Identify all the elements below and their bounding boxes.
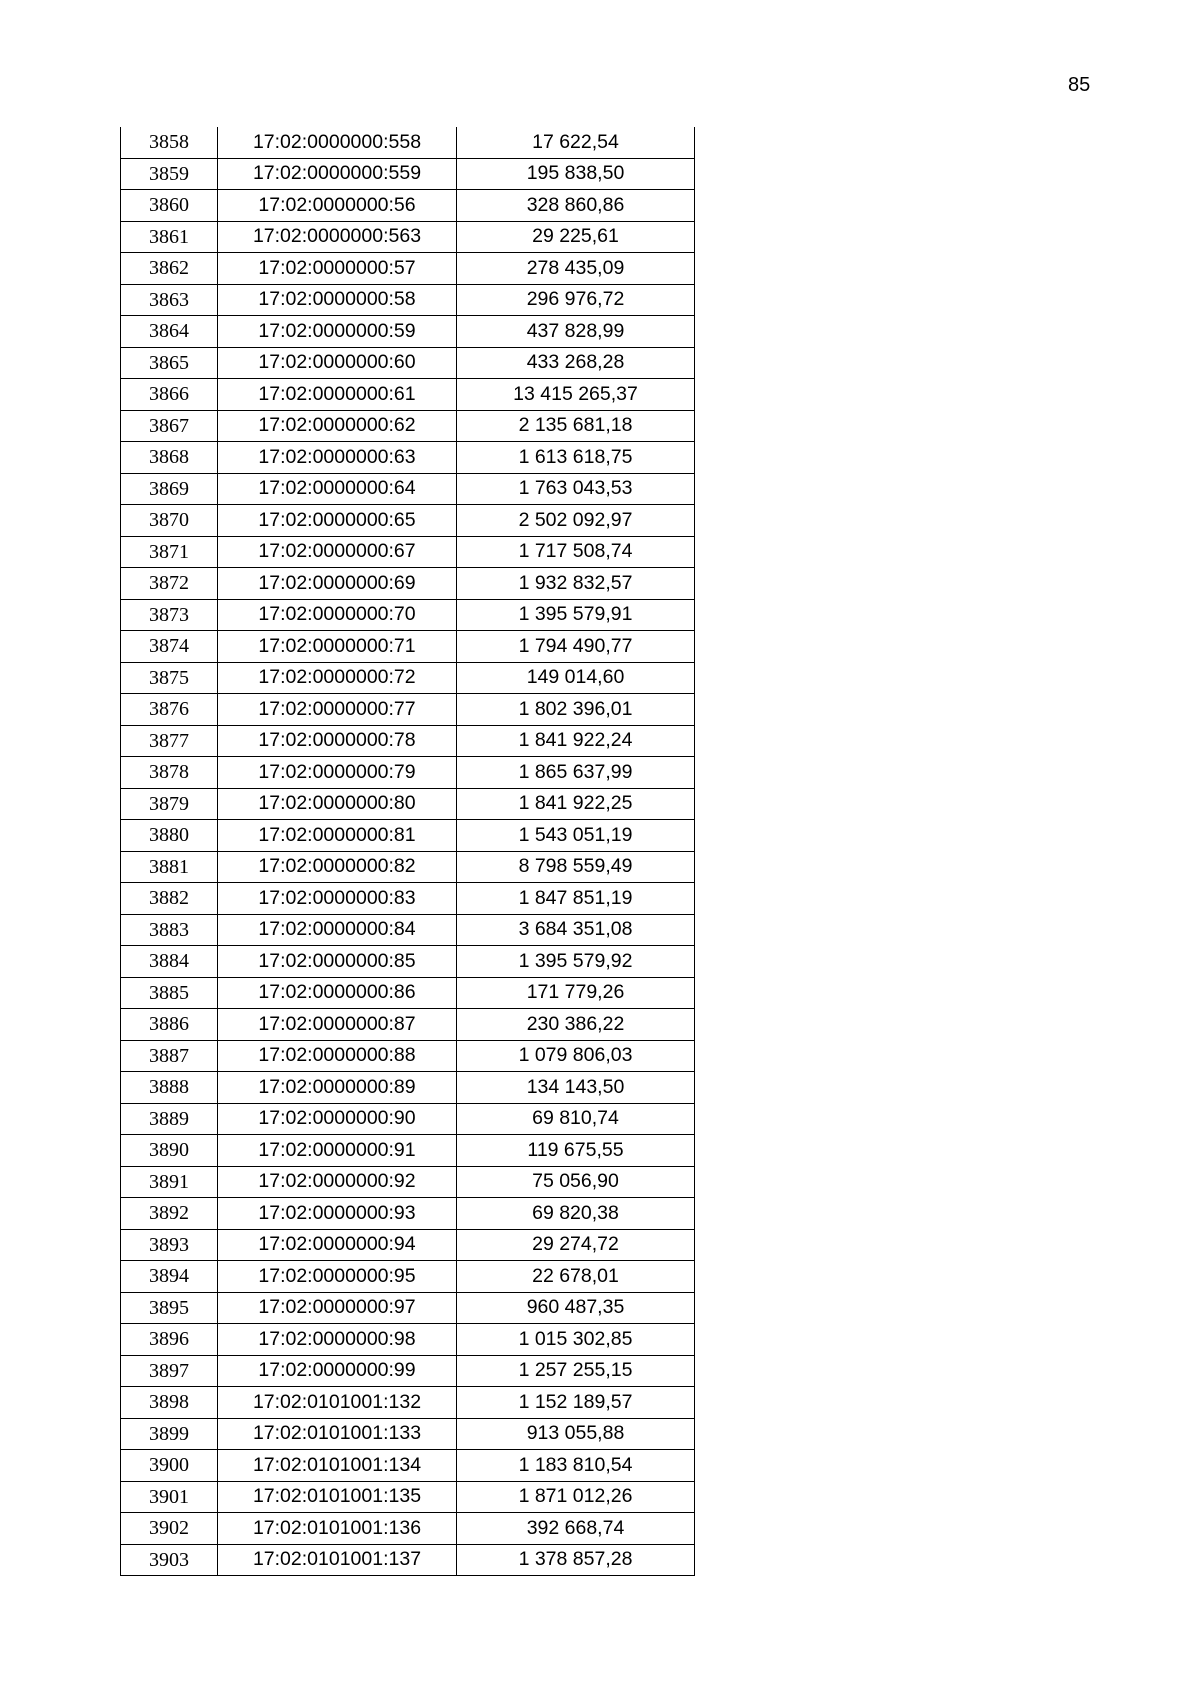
row-number-cell: 3864 (121, 316, 218, 348)
row-number-cell: 3860 (121, 190, 218, 222)
row-number-cell: 3872 (121, 568, 218, 600)
table-row (121, 379, 695, 411)
cadastral-number-cell: 17:02:0000000:60 (218, 347, 457, 379)
value-cell: 195 838,50 (457, 158, 695, 190)
page-number: 85 (1068, 74, 1091, 96)
cadastral-number-cell: 17:02:0101001:137 (218, 1544, 457, 1576)
cadastral-number-cell: 17:02:0000000:92 (218, 1166, 457, 1198)
row-number-cell: 3859 (121, 158, 218, 190)
table-row (121, 1040, 695, 1072)
table-row (121, 221, 695, 253)
row-number-cell: 3877 (121, 725, 218, 757)
table-row (121, 536, 695, 568)
value-cell: 913 055,88 (457, 1418, 695, 1450)
cadastral-number-cell: 17:02:0101001:134 (218, 1450, 457, 1482)
table-row (121, 1072, 695, 1104)
cadastral-number-cell: 17:02:0101001:136 (218, 1513, 457, 1545)
row-number-cell: 3861 (121, 221, 218, 253)
cadastral-number-cell: 17:02:0000000:563 (218, 221, 457, 253)
row-number-cell: 3888 (121, 1072, 218, 1104)
cadastral-number-cell: 17:02:0000000:57 (218, 253, 457, 285)
cadastral-number-cell: 17:02:0101001:133 (218, 1418, 457, 1450)
table-row (121, 757, 695, 789)
table-row (121, 883, 695, 915)
row-number-cell: 3885 (121, 977, 218, 1009)
cadastral-number-cell: 17:02:0000000:83 (218, 883, 457, 915)
row-number-cell: 3901 (121, 1481, 218, 1513)
cadastral-number-cell: 17:02:0000000:82 (218, 851, 457, 883)
row-number-cell: 3903 (121, 1544, 218, 1576)
row-number-cell: 3869 (121, 473, 218, 505)
table-row (121, 631, 695, 663)
value-cell: 296 976,72 (457, 284, 695, 316)
value-cell: 1 841 922,25 (457, 788, 695, 820)
table-row (121, 977, 695, 1009)
row-number-cell: 3890 (121, 1135, 218, 1167)
cadastral-number-cell: 17:02:0000000:58 (218, 284, 457, 316)
table-row (121, 127, 695, 158)
value-cell: 1 183 810,54 (457, 1450, 695, 1482)
row-number-cell: 3865 (121, 347, 218, 379)
value-cell: 1 717 508,74 (457, 536, 695, 568)
value-cell: 1 152 189,57 (457, 1387, 695, 1419)
cadastral-number-cell: 17:02:0000000:80 (218, 788, 457, 820)
cadastral-number-cell: 17:02:0000000:62 (218, 410, 457, 442)
value-cell: 13 415 265,37 (457, 379, 695, 411)
row-number-cell: 3891 (121, 1166, 218, 1198)
row-number-cell: 3893 (121, 1229, 218, 1261)
row-number-cell: 3868 (121, 442, 218, 474)
value-cell: 433 268,28 (457, 347, 695, 379)
value-cell: 1 395 579,91 (457, 599, 695, 631)
cadastral-number-cell: 17:02:0000000:559 (218, 158, 457, 190)
table-row (121, 505, 695, 537)
value-cell: 149 014,60 (457, 662, 695, 694)
value-cell: 1 543 051,19 (457, 820, 695, 852)
row-number-cell: 3883 (121, 914, 218, 946)
table-row (121, 410, 695, 442)
value-cell: 75 056,90 (457, 1166, 695, 1198)
value-cell: 69 810,74 (457, 1103, 695, 1135)
row-number-cell: 3873 (121, 599, 218, 631)
row-number-cell: 3866 (121, 379, 218, 411)
row-number-cell: 3899 (121, 1418, 218, 1450)
cadastral-number-cell: 17:02:0101001:135 (218, 1481, 457, 1513)
value-cell: 2 502 092,97 (457, 505, 695, 537)
cadastral-number-cell: 17:02:0000000:70 (218, 599, 457, 631)
table-row (121, 316, 695, 348)
value-cell: 1 395 579,92 (457, 946, 695, 978)
table-row (121, 284, 695, 316)
value-cell: 134 143,50 (457, 1072, 695, 1104)
value-cell: 1 378 857,28 (457, 1544, 695, 1576)
cadastral-number-cell: 17:02:0000000:64 (218, 473, 457, 505)
row-number-cell: 3900 (121, 1450, 218, 1482)
value-cell: 69 820,38 (457, 1198, 695, 1230)
value-cell: 1 015 302,85 (457, 1324, 695, 1356)
table-row (121, 946, 695, 978)
value-cell: 29 225,61 (457, 221, 695, 253)
table-row (121, 1450, 695, 1482)
value-cell: 328 860,86 (457, 190, 695, 222)
cadastral-number-cell: 17:02:0000000:91 (218, 1135, 457, 1167)
cadastral-number-cell: 17:02:0000000:90 (218, 1103, 457, 1135)
row-number-cell: 3870 (121, 505, 218, 537)
table-row (121, 1513, 695, 1545)
cadastral-number-cell: 17:02:0000000:56 (218, 190, 457, 222)
row-number-cell: 3867 (121, 410, 218, 442)
cadastral-number-cell: 17:02:0000000:79 (218, 757, 457, 789)
row-number-cell: 3894 (121, 1261, 218, 1293)
table-row (121, 820, 695, 852)
cadastral-number-cell: 17:02:0000000:98 (218, 1324, 457, 1356)
table-row (121, 442, 695, 474)
table-row (121, 1103, 695, 1135)
table-row (121, 914, 695, 946)
value-cell: 119 675,55 (457, 1135, 695, 1167)
row-number-cell: 3886 (121, 1009, 218, 1041)
row-number-cell: 3876 (121, 694, 218, 726)
table-row (121, 568, 695, 600)
row-number-cell: 3871 (121, 536, 218, 568)
cadastral-number-cell: 17:02:0101001:132 (218, 1387, 457, 1419)
value-cell: 1 257 255,15 (457, 1355, 695, 1387)
value-cell: 1 613 618,75 (457, 442, 695, 474)
table-row (121, 473, 695, 505)
cadastral-number-cell: 17:02:0000000:59 (218, 316, 457, 348)
cadastral-number-cell: 17:02:0000000:71 (218, 631, 457, 663)
value-cell: 1 865 637,99 (457, 757, 695, 789)
row-number-cell: 3875 (121, 662, 218, 694)
row-number-cell: 3878 (121, 757, 218, 789)
cadastral-number-cell: 17:02:0000000:69 (218, 568, 457, 600)
cadastral-number-cell: 17:02:0000000:85 (218, 946, 457, 978)
value-cell: 1 871 012,26 (457, 1481, 695, 1513)
row-number-cell: 3895 (121, 1292, 218, 1324)
table-row (121, 1387, 695, 1419)
table-row (121, 1481, 695, 1513)
row-number-cell: 3879 (121, 788, 218, 820)
row-number-cell: 3858 (121, 127, 218, 158)
table-row (121, 1292, 695, 1324)
value-cell: 1 079 806,03 (457, 1040, 695, 1072)
value-cell: 392 668,74 (457, 1513, 695, 1545)
table-row (121, 1324, 695, 1356)
row-number-cell: 3889 (121, 1103, 218, 1135)
row-number-cell: 3882 (121, 883, 218, 915)
value-cell: 1 932 832,57 (457, 568, 695, 600)
value-cell: 1 847 851,19 (457, 883, 695, 915)
table-row (121, 662, 695, 694)
cadastral-number-cell: 17:02:0000000:87 (218, 1009, 457, 1041)
table-row (121, 694, 695, 726)
cadastral-number-cell: 17:02:0000000:67 (218, 536, 457, 568)
value-cell: 960 487,35 (457, 1292, 695, 1324)
table-row (121, 190, 695, 222)
value-cell: 1 794 490,77 (457, 631, 695, 663)
cadastral-number-cell: 17:02:0000000:95 (218, 1261, 457, 1293)
cadastral-number-cell: 17:02:0000000:63 (218, 442, 457, 474)
cadastral-number-cell: 17:02:0000000:93 (218, 1198, 457, 1230)
row-number-cell: 3863 (121, 284, 218, 316)
cadastral-number-cell: 17:02:0000000:65 (218, 505, 457, 537)
table-row (121, 725, 695, 757)
cadastral-number-cell: 17:02:0000000:84 (218, 914, 457, 946)
cadastral-number-cell: 17:02:0000000:77 (218, 694, 457, 726)
cadastral-number-cell: 17:02:0000000:94 (218, 1229, 457, 1261)
table-row (121, 1418, 695, 1450)
value-cell: 171 779,26 (457, 977, 695, 1009)
cadastral-number-cell: 17:02:0000000:86 (218, 977, 457, 1009)
table-row (121, 1355, 695, 1387)
table-row (121, 253, 695, 285)
row-number-cell: 3896 (121, 1324, 218, 1356)
table-row (121, 788, 695, 820)
table-body (121, 127, 695, 1576)
value-cell: 1 841 922,24 (457, 725, 695, 757)
value-cell: 29 274,72 (457, 1229, 695, 1261)
value-cell: 8 798 559,49 (457, 851, 695, 883)
table-row (121, 1009, 695, 1041)
cadastral-number-cell: 17:02:0000000:81 (218, 820, 457, 852)
row-number-cell: 3862 (121, 253, 218, 285)
cadastral-number-cell: 17:02:0000000:78 (218, 725, 457, 757)
table-row (121, 1135, 695, 1167)
row-number-cell: 3892 (121, 1198, 218, 1230)
value-cell: 3 684 351,08 (457, 914, 695, 946)
cadastral-number-cell: 17:02:0000000:99 (218, 1355, 457, 1387)
row-number-cell: 3898 (121, 1387, 218, 1419)
table-row (121, 599, 695, 631)
row-number-cell: 3880 (121, 820, 218, 852)
cadastral-number-cell: 17:02:0000000:97 (218, 1292, 457, 1324)
cadastral-number-cell: 17:02:0000000:88 (218, 1040, 457, 1072)
value-cell: 278 435,09 (457, 253, 695, 285)
value-cell: 437 828,99 (457, 316, 695, 348)
row-number-cell: 3884 (121, 946, 218, 978)
value-cell: 22 678,01 (457, 1261, 695, 1293)
table-row (121, 1261, 695, 1293)
value-cell: 1 763 043,53 (457, 473, 695, 505)
value-cell: 230 386,22 (457, 1009, 695, 1041)
row-number-cell: 3874 (121, 631, 218, 663)
table-row (121, 1229, 695, 1261)
table-row (121, 1198, 695, 1230)
table-row (121, 158, 695, 190)
value-cell: 17 622,54 (457, 127, 695, 158)
cadastral-number-cell: 17:02:0000000:89 (218, 1072, 457, 1104)
row-number-cell: 3887 (121, 1040, 218, 1072)
cadastral-value-table (120, 127, 695, 1576)
row-number-cell: 3902 (121, 1513, 218, 1545)
cadastral-number-cell: 17:02:0000000:61 (218, 379, 457, 411)
cadastral-number-cell: 17:02:0000000:72 (218, 662, 457, 694)
row-number-cell: 3897 (121, 1355, 218, 1387)
table-row (121, 1544, 695, 1576)
table-row (121, 851, 695, 883)
cadastral-number-cell: 17:02:0000000:558 (218, 127, 457, 158)
table-row (121, 1166, 695, 1198)
value-cell: 1 802 396,01 (457, 694, 695, 726)
value-cell: 2 135 681,18 (457, 410, 695, 442)
table-row (121, 347, 695, 379)
row-number-cell: 3881 (121, 851, 218, 883)
